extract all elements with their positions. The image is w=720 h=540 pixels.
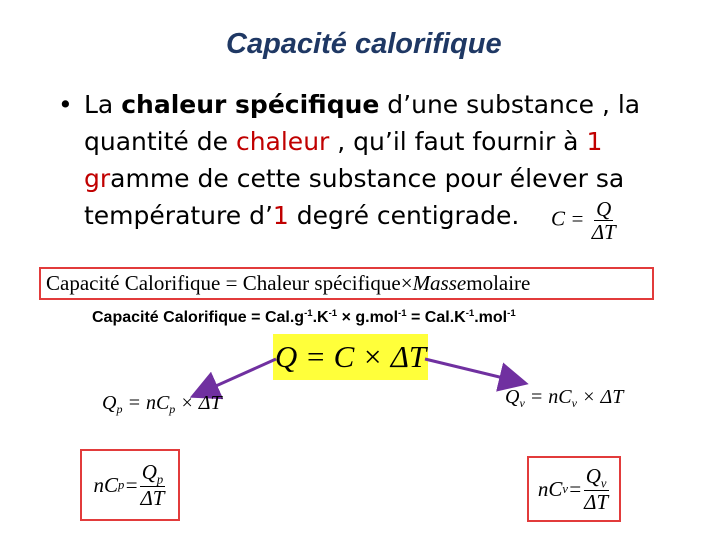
ncp-formula-box: nC p = $\frac{Q_p}{\Delta T}$ [80, 449, 180, 521]
arrow-right [425, 359, 520, 382]
definition-box: Capacité Calorifique = Chaleur spécifique × Masse molaire [39, 267, 654, 300]
units-equation: Capacité Calorifique = $Cal.g^{-1}.K^{-1} \times g.mol^{-1} = Cal.K^{-1}.mol^{-1}$ [92, 308, 516, 326]
qv-equation: $Q_v = nC_v \times \Delta T$ [505, 386, 624, 411]
slide-title: Capacité calorifique [226, 28, 502, 60]
qp-equation: $Q_p = nC_p \times \Delta T$ [102, 392, 222, 417]
ncv-formula-box: nC v = $\frac{Q_v}{\Delta T}$ [527, 456, 621, 522]
c-equals-q-over-dt-formula: C = $\frac{Q}{\Delta T}$ [551, 197, 616, 245]
main-equation-highlight: Q = C × ΔT [273, 334, 428, 380]
bullet-dot-icon: • [58, 90, 73, 119]
arrow-left [198, 359, 276, 394]
bullet-text: La chaleur spécifique d’une substance , la quantité de chaleur , qu’il faut fournir à 1 gramme de cette substance pour élever sa température d’1 degré centigrade. [84, 90, 641, 230]
